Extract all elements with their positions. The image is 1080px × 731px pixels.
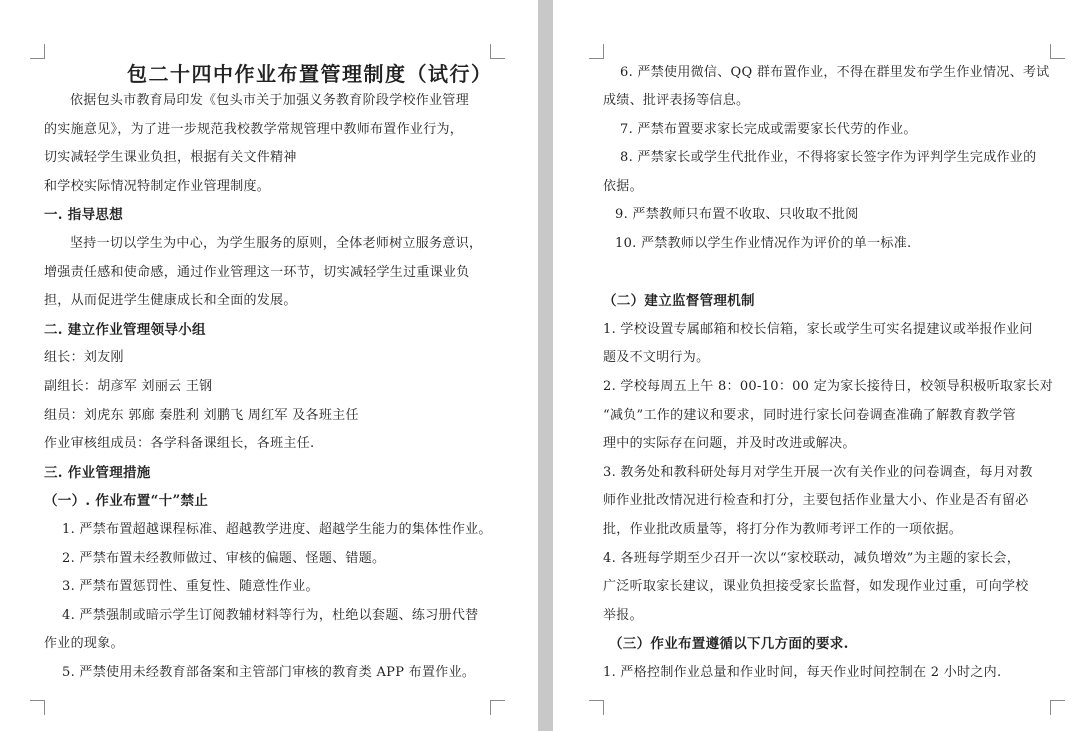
- list-item: 理中的实际存在问题，并及时改进或解决。: [603, 436, 856, 451]
- list-item: 成绩、批评表扬等信息。: [603, 93, 750, 108]
- list-item: 3. 严禁布置惩罚性、重复性、随意性作业。: [62, 579, 319, 594]
- paragraph-line: 切实减轻学生课业负担，根据有关文件精神: [44, 150, 297, 165]
- list-item: 8. 严禁家长或学生代批作业，不得将家长签字作为评判学生完成作业的: [620, 150, 1037, 165]
- margin-corner-mark: [490, 44, 505, 59]
- margin-corner-mark: [589, 700, 604, 715]
- list-item: 师作业批改情况进行检查和打分，主要包括作业量大小、作业是否有留必: [603, 493, 1029, 508]
- list-item: “减负”工作的建议和要求，同时进行家长问卷调查准确了解教育教学管: [603, 408, 1016, 423]
- section-heading: 三. 作业管理措施: [44, 465, 151, 481]
- list-item: 1. 严禁布置超越课程标准、超越教学进度、超越学生能力的集体性作业。: [62, 522, 492, 537]
- list-item: 批，作业批改质量等，将打分作为教师考评工作的一项依据。: [603, 522, 963, 537]
- list-item: 7. 严禁布置要求家长完成或需要家长代劳的作业。: [620, 122, 917, 137]
- subsection-heading: （一）. 作业布置“十”禁止: [44, 493, 209, 509]
- document-page-right: [553, 0, 1080, 731]
- margin-corner-mark: [30, 44, 45, 59]
- paragraph-line: 的实施意见》，为了进一步规范我校教学常规管理中教师布置作业行为，: [44, 122, 464, 137]
- list-item: 5. 严禁使用未经教育部备案和主管部门审核的教育类 APP 布置作业。: [62, 665, 476, 680]
- list-item: 广泛听取家长建议，课业负担接受家长监督，如发现作业过重，可向学校: [603, 579, 1029, 594]
- paragraph-line: 担，从而促进学生健康成长和全面的发展。: [44, 293, 297, 308]
- list-item: 依据。: [603, 179, 643, 194]
- margin-corner-mark: [589, 44, 604, 59]
- paragraph-line: 依据包头市教育局印发《包头市关于加强义务教育阶段学校作业管理: [70, 93, 470, 108]
- list-item: 10. 严禁教师以学生作业情况作为评价的单一标准.: [615, 236, 912, 251]
- list-item: 作业的现象。: [44, 636, 124, 651]
- document-page-left: [0, 0, 538, 731]
- paragraph-line: 组长：刘友刚: [44, 350, 124, 365]
- list-item: 题及不文明行为。: [603, 350, 710, 365]
- paragraph-line: 作业审核组成员：各学科备课组长，各班主任.: [44, 436, 315, 451]
- list-item: 3. 教务处和教科研处每月对学生开展一次有关作业的问卷调查，每月对教: [603, 465, 1033, 480]
- list-item: 1. 严格控制作业总量和作业时间，每天作业时间控制在 2 小时之内.: [603, 665, 1002, 680]
- list-item: 2. 严禁布置未经教师做过、审核的偏题、怪题、错题。: [62, 551, 386, 566]
- subsection-heading: （三）作业布置遵循以下几方面的要求.: [609, 636, 849, 652]
- list-item: 2. 学校每周五上午 8：00-10：00 定为家长接待日，校领导积极听取家长对: [603, 379, 1054, 394]
- margin-corner-mark: [1050, 700, 1065, 715]
- margin-corner-mark: [1050, 44, 1065, 59]
- section-heading: 二. 建立作业管理领导小组: [44, 322, 206, 338]
- list-item: 6. 严禁使用微信、QQ 群布置作业，不得在群里发布学生作业情况、考试: [620, 65, 1050, 80]
- paragraph-line: 坚持一切以学生为中心，为学生服务的原则，全体老师树立服务意识，: [70, 236, 483, 251]
- document-title: 包二十四中作业布置管理制度（试行）: [127, 62, 493, 86]
- margin-corner-mark: [490, 700, 505, 715]
- section-heading: 一. 指导思想: [44, 207, 123, 223]
- paragraph-line: 组员：刘虎东 郭廊 秦胜利 刘鹏飞 周红军 及各班主任: [44, 408, 359, 423]
- list-item: 4. 各班每学期至少召开一次以“家校联动，减负增效”为主题的家长会，: [603, 551, 1021, 566]
- margin-corner-mark: [30, 700, 45, 715]
- list-item: 9. 严禁教师只布置不收取、只收取不批阅: [615, 207, 859, 222]
- paragraph-line: 增强责任感和使命感，通过作业管理这一环节，切实减轻学生过重课业负: [44, 265, 470, 280]
- subsection-heading: （二）建立监督管理机制: [603, 293, 755, 309]
- paragraph-line: 副组长：胡彦军 刘丽云 王钢: [44, 379, 213, 394]
- paragraph-line: 和学校实际情况特制定作业管理制度。: [44, 179, 271, 194]
- list-item: 举报。: [603, 608, 643, 623]
- list-item: 4. 严禁强制或暗示学生订阅教辅材料等行为，杜绝以套题、练习册代替: [62, 608, 479, 623]
- list-item: 1. 学校设置专属邮箱和校长信箱，家长或学生可实名提建议或举报作业问: [603, 322, 1033, 337]
